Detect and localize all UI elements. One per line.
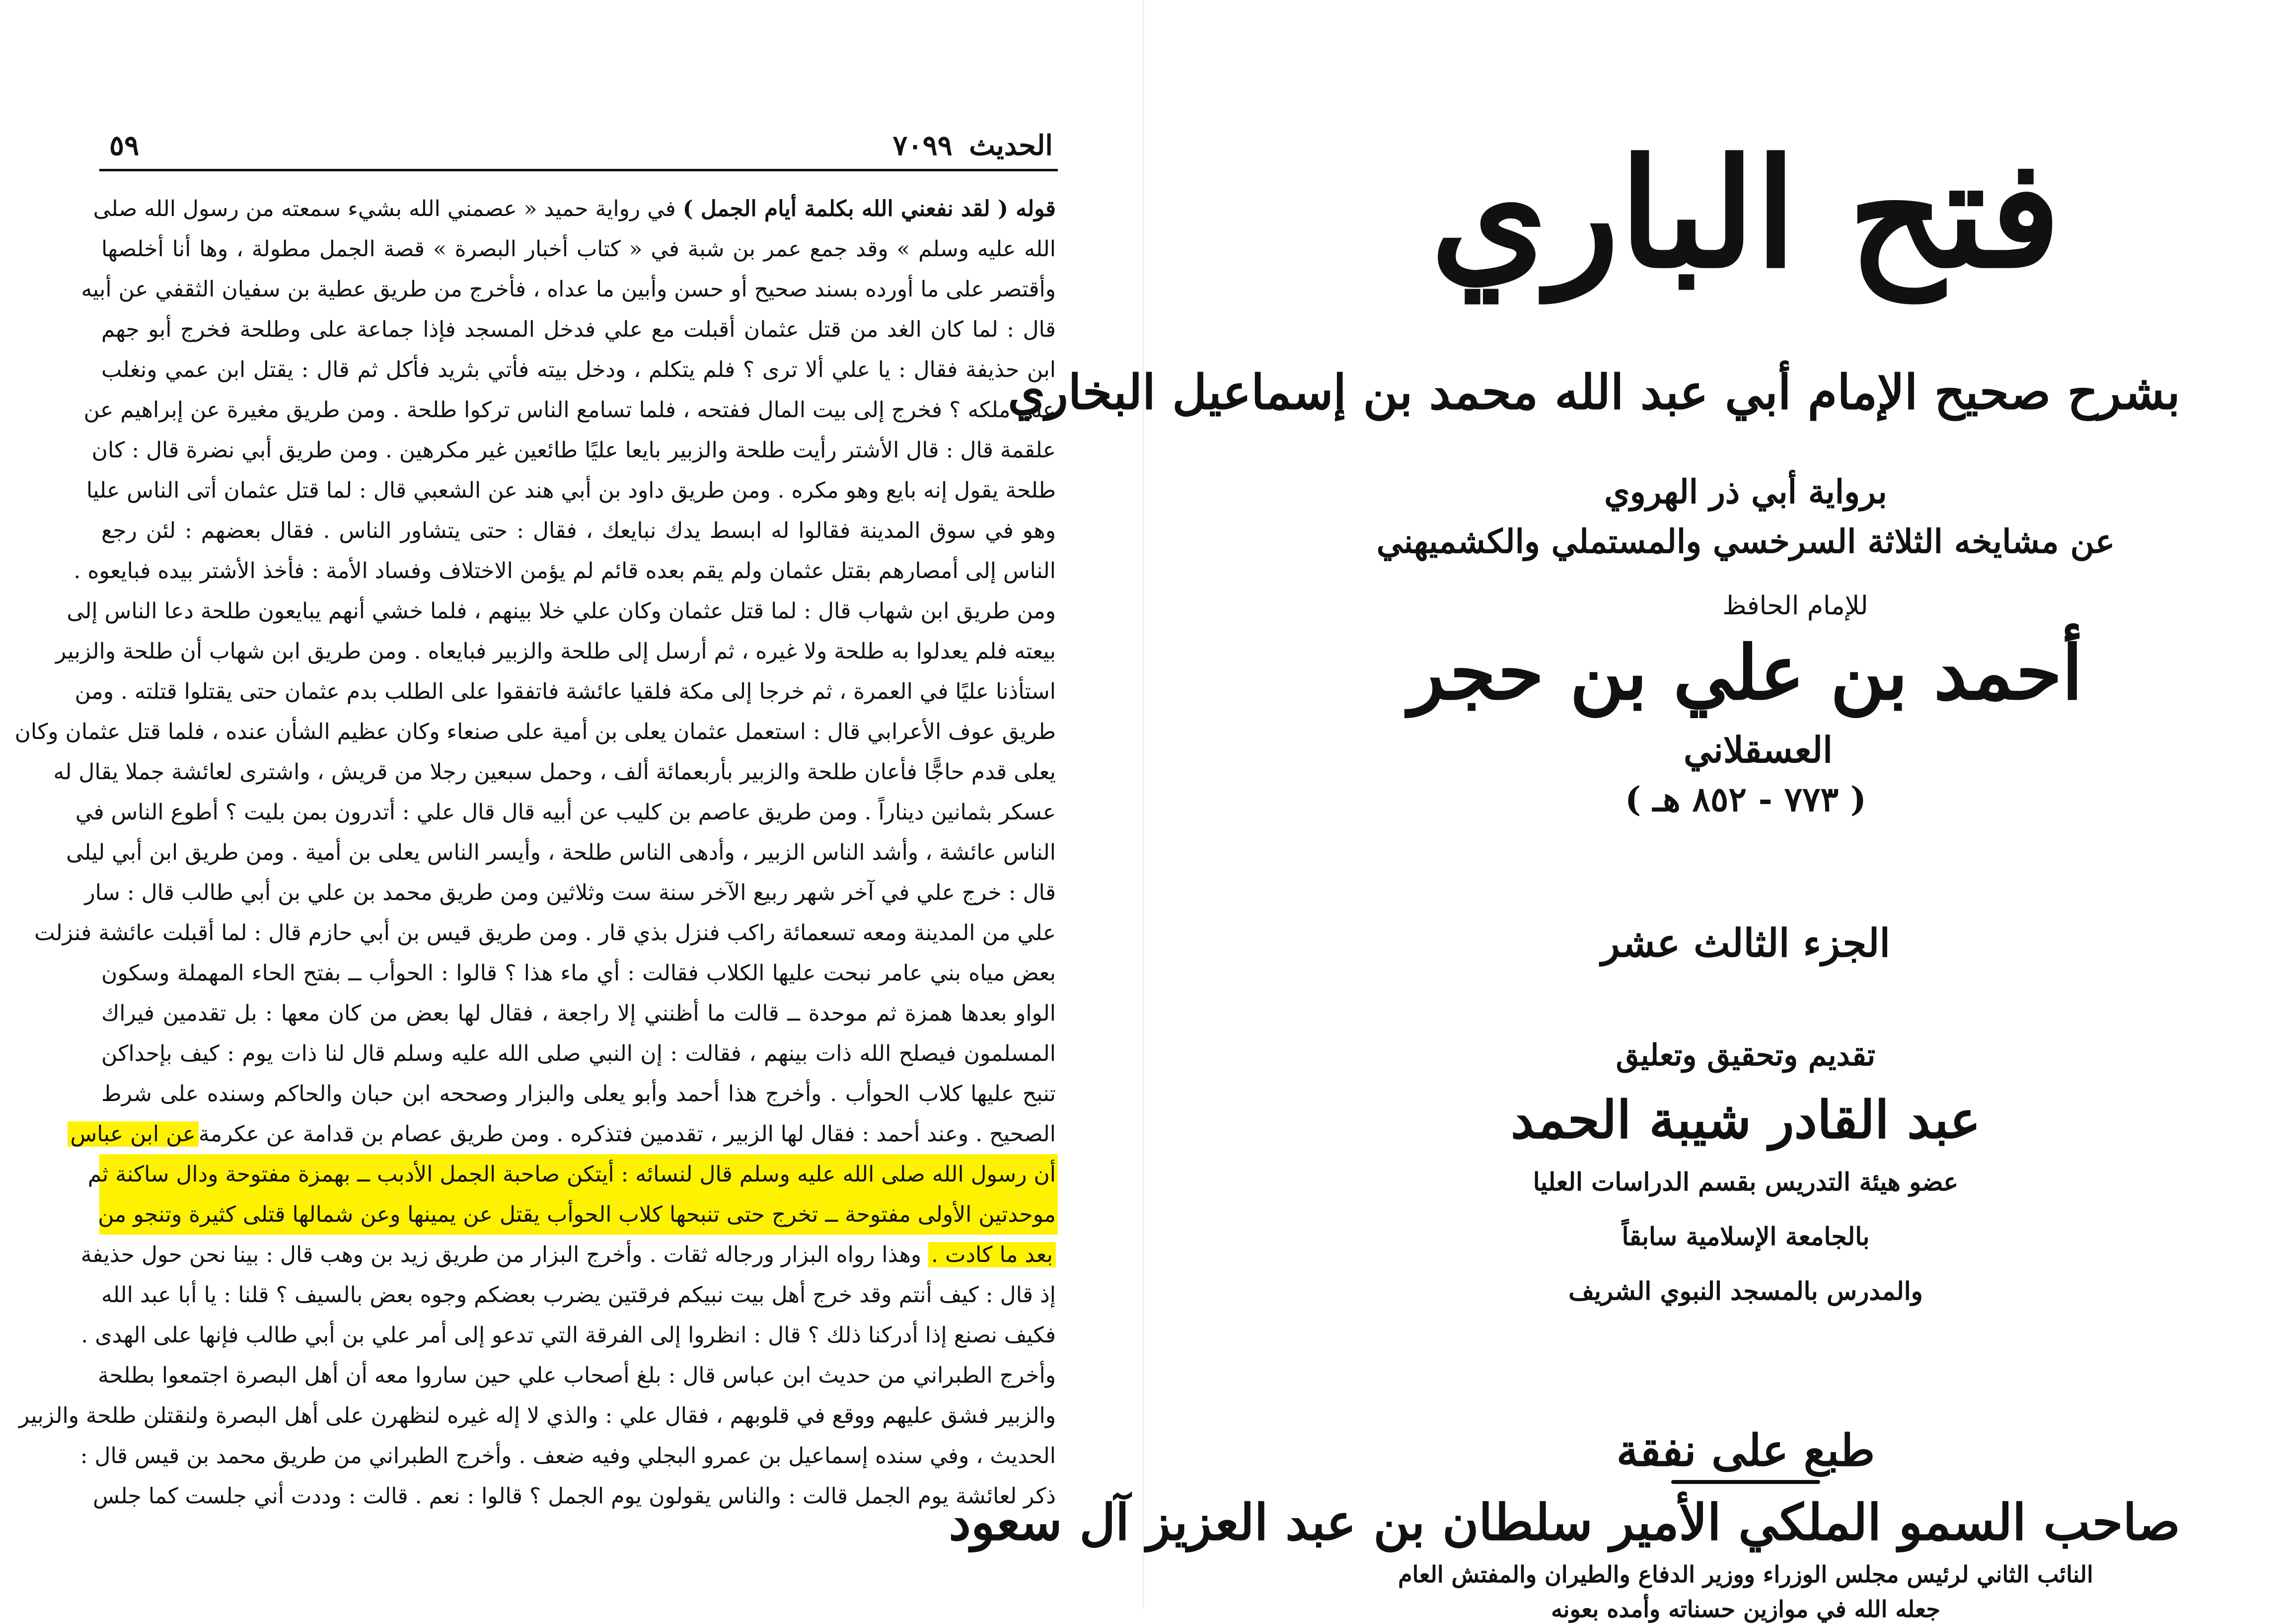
line-text: والزبير فشق عليهم ووقع في قلوبهم ، فقال علي : والذي لا إله غيره لنظهرن على أهل البصرة ولنقتلن طلحة والزبير <box>18 1403 1056 1428</box>
text-line <box>18 1396 1058 1436</box>
text-line <box>99 1074 1058 1114</box>
text-line <box>99 1355 1058 1396</box>
patron-prayer: جعله الله في موازين حسناته وأمده بعونه <box>1551 1596 1940 1623</box>
book-title: فتح الباري <box>1430 126 2061 301</box>
line-text: في رواية حميد « عصمني الله بشيء سمعته من رسول الله صلى <box>93 196 683 221</box>
text-line <box>99 309 1058 350</box>
page-gutter <box>1142 0 1144 1609</box>
line-text: قال : خرج علي في آخر شهر ربيع الآخر سنة ست وثلاثين ومن طريق محمد بن علي بن أبي طالب قال : سار <box>84 880 1056 905</box>
line-text: ابن حذيفة فقال : يا علي ألا ترى ؟ فلم يتكلم ، ودخل بيته فأتي بثريد فأكل ثم قال : يقتل ابن عمي ونغلب <box>101 357 1056 382</box>
imam-label: للإمام الحافظ <box>1722 591 1868 621</box>
text-line <box>74 671 1058 712</box>
highlighted-text: عن ابن عباس <box>68 1121 199 1147</box>
highlighted-text: بعد ما كادت . <box>928 1242 1056 1267</box>
text-line <box>53 752 1058 792</box>
line-text: عسكر بثمانين ديناراً . ومن طريق عاصم بن كليب عن أبيه قال قال علي : أتدرون بمن بليت ؟ أطوع الناس في <box>75 800 1056 825</box>
line-text: ذكر لعائشة يوم الجمل قالت : والناس يقولون يوم الجمل ؟ قالوا : نعم . قالت : وددت أني جلست كما جلس <box>93 1483 1056 1509</box>
text-line <box>74 551 1058 591</box>
editor-affiliation-3: والمدرس بالمسجد النبوي الشريف <box>1568 1276 1923 1306</box>
hadith-reference <box>892 129 1053 162</box>
line-text: يعلى قدم حاجًّا فأعان طلحة والزبير بأربعمائة ألف ، وحمل سبعين رجلا من قريش ، واشترى لعائشة جملا يقال له <box>53 759 1056 785</box>
text-line <box>99 511 1058 551</box>
text-line <box>70 1114 1058 1154</box>
text-line <box>56 631 1058 671</box>
commentary-page <box>14 99 1058 1540</box>
line-text: تنبح عليها كلاب الحوأب . وأخرج هذا أحمد وأبو يعلى والبزار وصححه ابن حبان والحاكم وسنده على شرط <box>101 1081 1056 1107</box>
volume-label: الجزء الثالث عشر <box>1601 921 1891 966</box>
editor-affiliation-2: بالجامعة الإسلامية سابقاً <box>1622 1222 1870 1251</box>
printed-at-expense-label: طبع على نفقة <box>1616 1424 1875 1476</box>
highlighted-text: موحدتين الأولى مفتوحة ــ تخرج حتى تنبحها كلاب الحوأب يقتل عن يمينها وعن شمالها قتلى كثيرة وتنجو من <box>98 1202 1056 1227</box>
line-text: طلحة يقول إنه بايع وهو مكره . ومن طريق داود بن أبي هند عن الشعبي قال : لما قتل عثمان أتى الناس عليا <box>86 478 1056 503</box>
text-line <box>99 953 1058 993</box>
text-line <box>99 350 1058 390</box>
commentary-body <box>14 189 1058 1530</box>
line-text: المسلمون فيصلح الله ذات بينهم ، فقالت : إن النبي صلى الله عليه وسلم قال لنا ذات يوم : كيف بإحداكن <box>101 1041 1056 1066</box>
text-line <box>91 430 1058 470</box>
patron-name: صاحب السمو الملكي الأمير سلطان بن عبد العزيز آل سعود <box>949 1493 2180 1551</box>
text-line <box>87 1154 1058 1194</box>
text-line <box>81 1315 1058 1355</box>
line-text: بعض مياه بني عامر نبحت عليها الكلاب فقالت : أي ماء هذا ؟ قالوا : الحوأب ــ بفتح الحاء المهملة وسكون <box>101 960 1056 986</box>
line-text: استأذنا عليًا في العمرة ، ثم خرجا إلى مكة فلقيا عائشة فاتفقوا على الطلب بدم عثمان حتى يقتلوا قتلته . ومن <box>74 679 1056 704</box>
text-line <box>80 1436 1058 1476</box>
tahqiq-label: تقديم وتحقيق وتعليق <box>1616 1038 1876 1073</box>
page-number: ٥٩ <box>109 129 140 162</box>
line-text: على ملكه ؟ فخرج إلى بيت المال ففتحه ، فلما تسامع الناس تركوا طلحة . ومن طريق مغيرة عن إبراهيم عن <box>83 397 1056 423</box>
text-line <box>93 1476 1058 1516</box>
running-header <box>99 124 1058 171</box>
author-name: أحمد بن علي بن حجر <box>1408 629 2083 717</box>
line-text: الحديث ، وفي سنده إسماعيل بن عمرو البجلي وفيه ضعف . وأخرج الطبراني من طريق محمد بن قيس قال : <box>80 1443 1056 1469</box>
text-line <box>75 792 1058 832</box>
highlighted-text: أن رسول الله صلى الله عليه وسلم قال لنسائه : أيتكن صاحبة الجمل الأدبب ــ بهمزة مفتوحة ودال ساكنة ثم <box>87 1162 1056 1187</box>
line-text: وهذا رواه البزار ورجاله ثقات . وأخرج البزار من طريق زيد بن وهب قال : بينا نحن حول حذيفة <box>80 1242 929 1267</box>
line-text: وأخرج الطبراني من حديث ابن عباس قال : بلغ أصحاب علي حين ساروا معه أن أهل البصرة اجتمعوا بطلحة <box>98 1363 1056 1388</box>
text-line <box>67 591 1058 631</box>
author-dates: ( ٧٧٣ - ٨٥٢ هـ ) <box>1625 780 1866 819</box>
text-line <box>34 913 1058 953</box>
riwaya-line-1: برواية أبي ذر الهروي <box>1604 472 1887 511</box>
text-line <box>66 832 1058 873</box>
text-line <box>14 712 1058 752</box>
editor-affiliation-1: عضو هيئة التدريس بقسم الدراسات العليا <box>1533 1167 1959 1196</box>
line-text: الصحيح . وعند أحمد : فقال لها الزبير ، تقدمين فتذكره . ومن طريق عصام بن قدامة عن عكرمة <box>198 1121 1056 1147</box>
text-line <box>99 993 1058 1033</box>
text-line <box>99 1194 1058 1235</box>
hadith-label: الحديث <box>969 129 1053 162</box>
line-text: بيعته فلم يعدلوا به طلحة ولا غيره ، ثم أرسل إلى طلحة والزبير فبايعاه . ومن طريق ابن شهاب أن طلحة والزبير <box>56 639 1056 664</box>
printed-ornament-rule <box>1671 1480 1820 1484</box>
hadith-number: ٧٠٩٩ <box>892 129 953 162</box>
line-text: إذ قال : كيف أنتم وقد خرج أهل بيت نبيكم فرقتين يضرب بعضكم وجوه بعض بالسيف ؟ قلنا : يا أبا عبد الله <box>101 1282 1056 1308</box>
editor-name: عبد القادر شيبة الحمد <box>1510 1089 1981 1150</box>
patron-title: النائب الثاني لرئيس مجلس الوزراء ووزير الدفاع والطيران والمفتش العام <box>1398 1561 2093 1588</box>
line-text: الناس عائشة ، وأشد الناس الزبير ، وأدهى الناس طلحة ، وأيسر الناس يعلى بن أمية . ومن طريق ابن أبي ليلى <box>66 840 1056 865</box>
line-text: وأقتصر على ما أورده بسند صحيح أو حسن وأبين ما عداه ، فأخرج من طريق عطية بن سفيان الثقفي عن أبيه <box>81 277 1056 302</box>
riwaya-line-2: عن مشايخه الثلاثة السرخسي والمستملي والكشميهني <box>1376 522 2115 561</box>
line-text: الله عليه وسلم » وقد جمع عمر بن شبة في « كتاب أخبار البصرة » قصة الجمل مطولة ، وها أنا أخلصها <box>101 236 1056 262</box>
text-line <box>99 1275 1058 1315</box>
line-text: وهو في سوق المدينة فقالوا له ابسط يدك نبايعك ، فقال : حتى يتشاور الناس . فقال بعضهم : لئن رجع <box>101 518 1056 543</box>
lemma-heading: قوله ( لقد نفعني الله بكلمة أيام الجمل ) <box>682 196 1056 221</box>
text-line <box>93 189 1058 229</box>
author-nisba: العسقلاني <box>1683 729 1833 771</box>
line-text: قال : لما كان الغد من قتل عثمان أقبلت مع علي فدخل المسجد فإذا جماعة على وطلحة فخرج أبو جهم <box>101 317 1056 342</box>
text-line <box>99 229 1058 269</box>
text-line <box>81 269 1058 309</box>
text-line <box>86 470 1058 511</box>
text-line <box>84 873 1058 913</box>
line-text: فكيف نصنع إذا أدركنا ذلك ؟ قال : انظروا إلى الفرقة التي تدعو إلى أمر علي بن أبي طالب فإنها على الهدى . <box>81 1323 1056 1348</box>
line-text: طريق عوف الأعرابي قال : استعمل عثمان يعلى بن أمية على صنعاء وكان عظيم الشأن عنده ، فلما قتل عثمان وكان <box>14 719 1056 744</box>
text-line <box>99 1033 1058 1074</box>
line-text: ومن طريق ابن شهاب قال : لما قتل عثمان وكان علي خلا بينهم ، فلما خشي أنهم يبايعون طلحة دعا الناس إلى <box>67 598 1056 624</box>
book-subtitle: بشرح صحيح الإمام أبي عبد الله محمد بن إسماعيل البخاري <box>1008 364 2180 420</box>
line-text: علقمة قال : قال الأشتر رأيت طلحة والزبير بايعا عليًا طائعين غير مكرهين . ومن طريق أبي نضرة قال : كان <box>91 438 1056 463</box>
text-line <box>80 1235 1058 1275</box>
line-text: الواو بعدها همزة ثم موحدة ــ قالت ما أظنني إلا راجعة ، فقال لها بعض من كان معها : بل تقدمين فيراك <box>101 1001 1056 1026</box>
line-text: الناس إلى أمصارهم بقتل عثمان ولم يقم بعده قائم لم يؤمن الاختلاف وفساد الأمة : فأخذ الأشتر بيده فبايعوه . <box>74 558 1056 584</box>
text-line <box>83 390 1058 430</box>
line-text: علي من المدينة ومعه تسعمائة راكب فنزل بذي قار . ومن طريق قيس بن أبي حازم قال : لما أقبلت عائشة فنزلت <box>34 920 1056 946</box>
